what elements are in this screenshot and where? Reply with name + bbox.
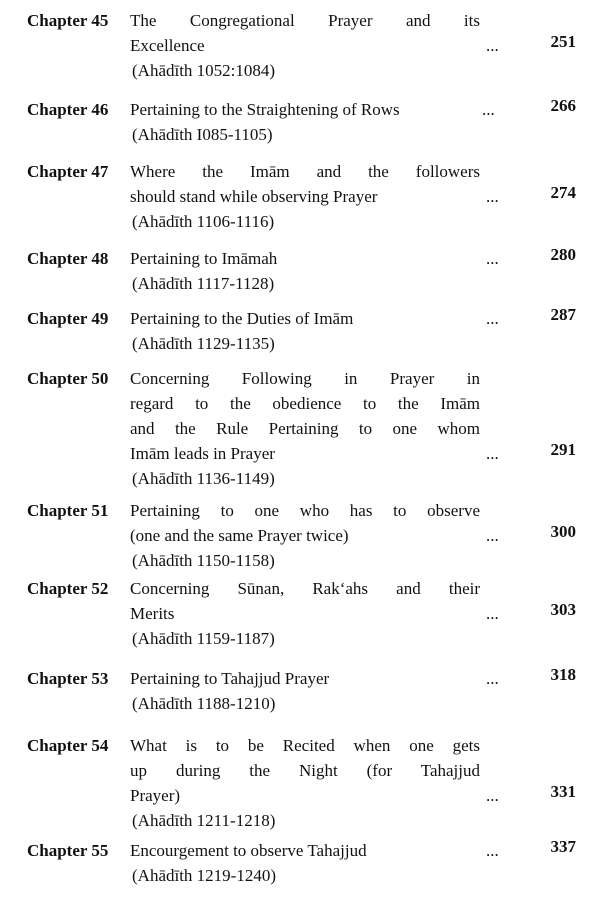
chapter-label: Chapter 53 bbox=[27, 669, 109, 688]
dot-leader: ... bbox=[486, 187, 499, 206]
chapter-title bbox=[130, 838, 480, 888]
page-number: 318 bbox=[550, 665, 576, 684]
hadith-range: (Ahādīth 1159-1187) bbox=[132, 629, 275, 648]
dot-leader: ... bbox=[482, 100, 495, 119]
chapter-label: Chapter 46 bbox=[27, 100, 109, 119]
chapter-title-line: Prayer) bbox=[130, 786, 181, 805]
chapter-title-line: Merits bbox=[130, 604, 175, 623]
chapter-label: Chapter 55 bbox=[27, 841, 109, 860]
dot-leader: ... bbox=[486, 249, 499, 268]
page-number: 303 bbox=[550, 600, 576, 619]
chapter-title-line: Pertaining to Imāmah bbox=[130, 249, 278, 268]
chapter-title-line: up during the Night (for Tahajjud bbox=[130, 761, 480, 780]
chapter-title bbox=[130, 576, 480, 651]
chapter-title bbox=[130, 666, 480, 716]
chapter-title bbox=[130, 246, 480, 296]
chapter-label: Chapter 52 bbox=[27, 579, 109, 598]
chapter-title-line: and the Rule Pertaining to one whom bbox=[130, 419, 480, 438]
chapter-title-line: Pertaining to the Straightening of Rows bbox=[130, 100, 400, 119]
chapter-label: Chapter 45 bbox=[27, 11, 109, 30]
chapter-label: Chapter 51 bbox=[27, 501, 109, 520]
dot-leader: ... bbox=[486, 309, 499, 328]
chapter-label: Chapter 50 bbox=[27, 369, 109, 388]
chapter-label: Chapter 47 bbox=[27, 162, 109, 181]
hadith-range: (Ahādīth 1106-1116) bbox=[132, 212, 275, 231]
hadith-range: (Ahādīth 1211-1218) bbox=[132, 811, 276, 830]
chapter-title bbox=[130, 498, 480, 573]
dot-leader: ... bbox=[486, 444, 499, 463]
dot-leader: ... bbox=[486, 526, 499, 545]
chapter-title-line: (one and the same Prayer twice) bbox=[130, 526, 349, 545]
hadith-range: (Ahādīth 1219-1240) bbox=[132, 866, 277, 885]
chapter-title bbox=[130, 8, 480, 83]
page-number: 251 bbox=[550, 32, 576, 51]
hadith-range: (Ahādīth 1136-1149) bbox=[132, 469, 275, 488]
chapter-label: Chapter 48 bbox=[27, 249, 109, 268]
chapter-title-line: Pertaining to one who has to observe bbox=[130, 501, 480, 520]
chapter-label: Chapter 54 bbox=[27, 736, 109, 755]
page-number: 337 bbox=[550, 837, 576, 856]
chapter-title-line: should stand while observing Prayer bbox=[130, 187, 378, 206]
chapter-title-line: What is to be Recited when one gets bbox=[130, 736, 480, 755]
chapter-title bbox=[130, 366, 480, 491]
hadith-range: (Ahādīth 1117-1128) bbox=[132, 274, 275, 293]
chapter-title bbox=[130, 159, 480, 234]
chapter-title-line: The Congregational Prayer and its bbox=[130, 11, 480, 30]
chapter-title-line: Concerning Sūnan, Rak‘ahs and their bbox=[130, 579, 480, 598]
page-number: 300 bbox=[550, 522, 576, 541]
chapter-title-line: Encourgement to observe Tahajjud bbox=[130, 841, 367, 860]
page-number: 274 bbox=[550, 183, 576, 202]
hadith-range: (Ahādīth 1150-1158) bbox=[132, 551, 275, 570]
chapter-title-line: regard to the obedience to the Imām bbox=[130, 394, 480, 413]
page-number: 291 bbox=[550, 440, 576, 459]
hadith-range: (Ahādīth I085-1105) bbox=[132, 125, 273, 144]
chapter-label: Chapter 49 bbox=[27, 309, 109, 328]
chapter-title bbox=[130, 97, 480, 147]
hadith-range: (Ahādīth 1129-1135) bbox=[132, 334, 275, 353]
page-number: 280 bbox=[550, 245, 576, 264]
chapter-title-line: Concerning Following in Prayer in bbox=[130, 369, 480, 388]
dot-leader: ... bbox=[486, 669, 499, 688]
page-number: 266 bbox=[550, 96, 576, 115]
chapter-title-line: Pertaining to the Duties of Imām bbox=[130, 309, 354, 328]
hadith-range: (Ahādīth 1188-1210) bbox=[132, 694, 276, 713]
chapter-title-line: Excellence bbox=[130, 36, 205, 55]
chapter-title-line: Where the Imām and the followers bbox=[130, 162, 480, 181]
dot-leader: ... bbox=[486, 786, 499, 805]
dot-leader: ... bbox=[486, 36, 499, 55]
chapter-title-line: Pertaining to Tahajjud Prayer bbox=[130, 669, 330, 688]
chapter-title bbox=[130, 306, 480, 356]
chapter-title bbox=[130, 733, 480, 833]
dot-leader: ... bbox=[486, 841, 499, 860]
chapter-title-line: Imām leads in Prayer bbox=[130, 444, 275, 463]
dot-leader: ... bbox=[486, 604, 499, 623]
page-number: 331 bbox=[550, 782, 576, 801]
page-number: 287 bbox=[550, 305, 576, 324]
hadith-range: (Ahādīth 1052:1084) bbox=[132, 61, 276, 80]
